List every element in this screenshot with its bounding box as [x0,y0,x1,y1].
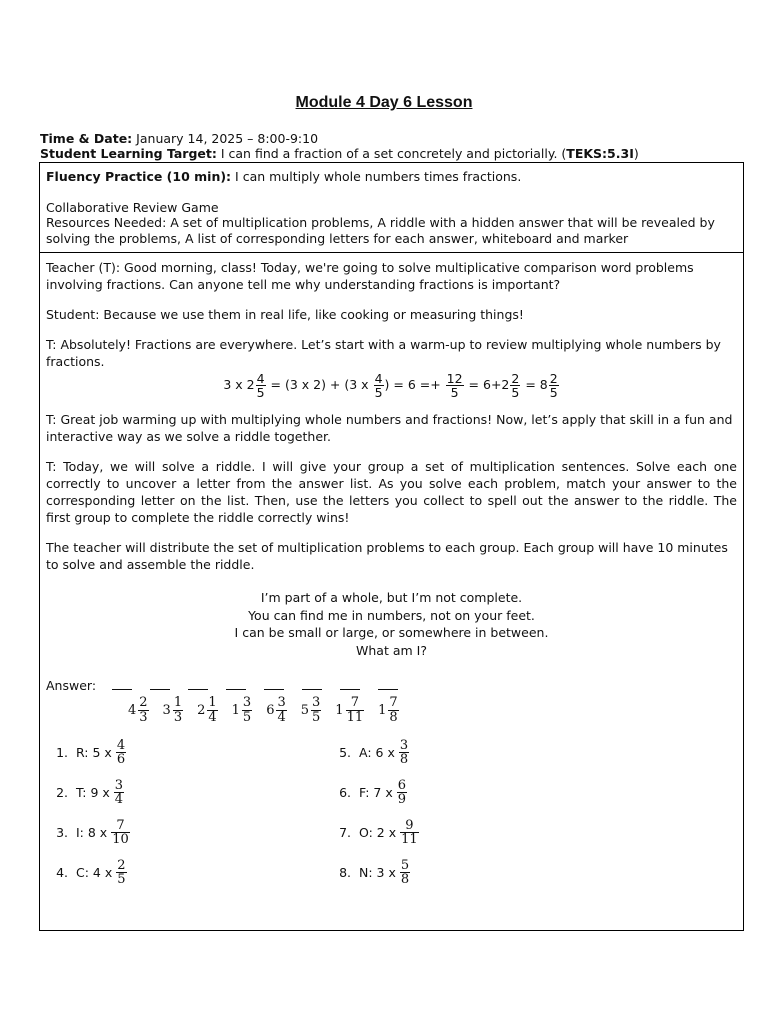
eq-part-a: 3 x 2 [223,377,255,393]
answer-blank[interactable] [264,679,284,690]
answer-key-item: 4 $\frac{2}{3}$ [128,695,148,725]
riddle-line: You can find me in numbers, not on your feet. [248,607,535,623]
answer-blank[interactable] [302,679,322,690]
eq-part-e: = 8 [521,377,548,393]
answer-blank[interactable] [150,679,170,690]
answer-blank[interactable] [226,679,246,690]
teks-code: TEKS:5.3I [566,146,634,161]
learning-target-value: I can find a fraction of a set concretely and pictorially. ( [220,146,567,161]
dialogue-student-reply: Student: Because we use them in real life, like cooking or measuring things! [46,307,524,322]
eq-part-b: = (3 x 2) + (3 x [266,377,373,393]
answer-key-item: 1 $\frac{3}{5}$ [231,695,252,725]
answer-key-item: 3 $\frac{1}{3}$ [162,695,183,725]
problem-item: 1. R: 5 x $\frac{4}{6}$ [56,737,126,768]
distribution-note: The teacher will distribute the set of multiplication problems to each group. Each group will have 10 minutes to solve and assemble the riddle. [46,540,728,573]
riddle-text [46,589,737,659]
answer-key-item: 1 $\frac{7}{11}$ [335,695,364,725]
dialogue-warmup: T: Absolutely! Fractions are everywhere. Let’s start with a warm-up to review multiplying whole numbers by fractions. [46,337,721,369]
problem-item: 4. C: 4 x $\frac{2}{5}$ [56,857,126,888]
answer-key-item: 5 $\frac{3}{5}$ [300,695,321,725]
fluency-practice-box [39,162,744,253]
eq-fraction-1: $\frac{4}{5}$ [256,371,265,401]
answer-key-item: 6 $\frac{3}{4}$ [266,695,286,725]
resources-needed: Resources Needed: A set of multiplication problems, A riddle with a hidden answer that will be revealed by solving the problems, A list of corresponding letters for each answer, whiteboard and marker [46,215,715,246]
time-date-value: January 14, 2025 – 8:00-9:10 [136,131,319,146]
problem-item: 6. F: 7 x $\frac{6}{9}$ [339,777,407,808]
page-title: Module 4 Day 6 Lesson [295,94,473,111]
problem-list [46,739,737,904]
answer-key-item: 1 $\frac{7}{8}$ [378,695,398,725]
fluency-heading-line [46,169,737,185]
eq-fraction-2: $\frac{4}{5}$ [374,371,383,401]
time-date-label: Time & Date: [40,131,133,146]
problem-item: 2. T: 9 x $\frac{3}{4}$ [56,777,124,808]
problem-item: 8. N: 3 x $\frac{5}{8}$ [339,857,410,888]
answer-key [128,696,737,724]
game-name: Collaborative Review Game [46,199,219,215]
eq-fraction-3: $\frac{12}{5}$ [446,371,463,401]
dialogue-riddle-instructions: T: Today, we will solve a riddle. I will give your group a set of multiplication sentences. Solve each one correctly to uncover a letter from the answer list. As you solve each problem, match your answer to the corresponding letter on the list. Then, use the letters you collect to spell out the answer to the riddle. The first group to complete the riddle correctly wins! [46,459,737,526]
warmup-equation [46,372,737,399]
teks-close: ) [633,146,639,161]
lesson-dialogue-box [39,252,744,931]
problem-item: 3. I: 8 x $\frac{7}{10}$ [56,817,129,848]
time-date-line [40,131,639,146]
answer-blank[interactable] [188,679,208,690]
riddle-line: I can be small or large, or somewhere in between. [234,625,549,641]
learning-target-label: Student Learning Target: [40,146,217,161]
riddle-line: I’m part of a whole, but I’m not complete. [260,590,523,606]
eq-fraction-4: $\frac{2}{5}$ [511,371,520,401]
dialogue-teacher-intro: Teacher (T): Good morning, class! Today, we're going to solve multiplicative comparison word problems involving fractions. Can anyone tell me why understanding fractions is important? [46,260,694,292]
answer-blank[interactable] [378,679,398,690]
answer-blank[interactable] [112,679,132,690]
fluency-heading: Fluency Practice (10 min): [46,169,232,184]
problem-item: 5. A: 6 x $\frac{3}{8}$ [339,737,409,768]
riddle-line: What am I? [356,642,427,658]
answer-blank[interactable] [340,679,360,690]
eq-part-c: ) = 6 =+ [384,377,445,393]
dialogue-transition: T: Great job warming up with multiplying whole numbers and fractions! Now, let’s apply that skill in a fun and interactive way as we solve a riddle together. [46,412,733,445]
answer-row [46,677,737,694]
fluency-objective: I can multiply whole numbers times fractions. [235,169,522,184]
learning-target-line [40,146,639,161]
eq-fraction-5: $\frac{2}{5}$ [549,371,558,401]
answer-label: Answer: [46,678,97,694]
answer-key-item: 2 $\frac{1}{4}$ [197,695,217,725]
problem-item: 7. O: 2 x $\frac{9}{11}$ [339,817,418,848]
lesson-meta [40,131,639,161]
eq-part-d: = 6+2 [464,377,510,393]
